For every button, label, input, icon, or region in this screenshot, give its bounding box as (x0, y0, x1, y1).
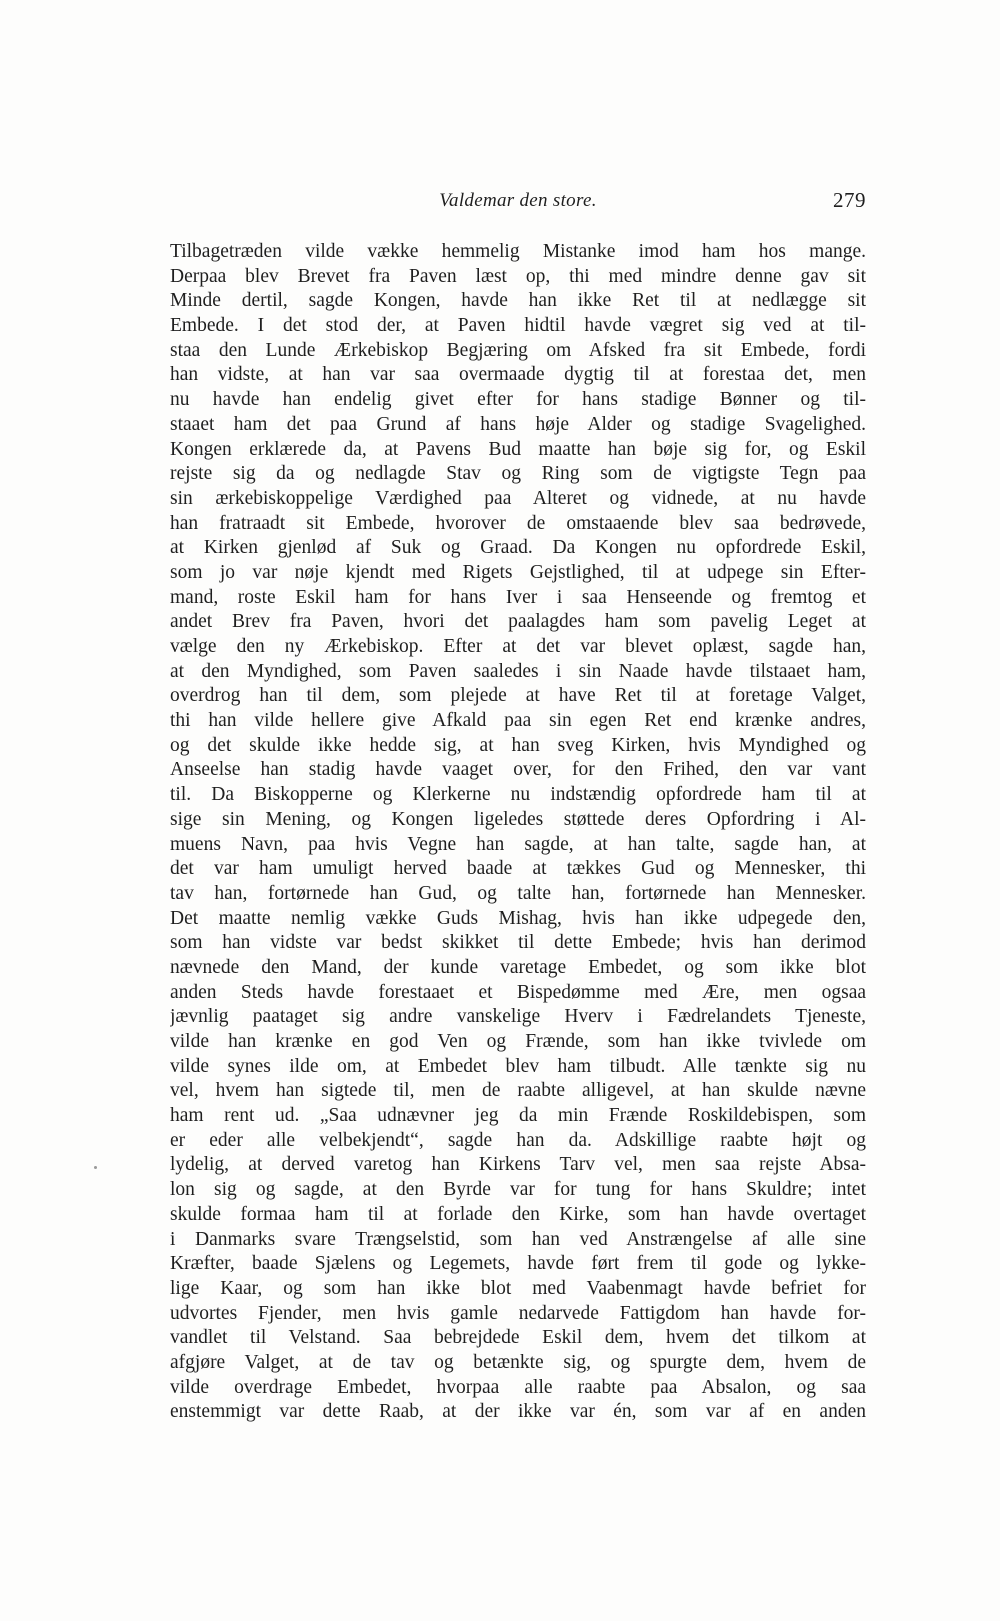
text-line: som jo var nøje kjendt med Rigets Gejstlighed, til at udpege sin Efter- (170, 561, 866, 583)
text-line: overdrog han til dem, som plejede at have Ret til at foretage Valget, (170, 685, 866, 707)
text-line: Minde dertil, sagde Kongen, havde han ikke Ret til at nedlægge sit (170, 290, 866, 312)
text-line: rejste sig da og nedlagde Stav og Ring som de vigtigste Tegn paa (170, 463, 866, 485)
text-line: han vidste, at han var saa overmaade dygtig til at forestaa det, men (170, 364, 866, 386)
page-number: 279 (833, 188, 866, 212)
text-line: nævnede den Mand, der kunde varetage Embedet, og som ikke blot (170, 956, 866, 978)
text-line: nu havde han endelig givet efter for hans stadige Bønner og til- (170, 389, 866, 411)
scan-speck (94, 1166, 97, 1169)
text-line: lon sig og sagde, at den Byrde var for tung for hans Skuldre; intet (170, 1179, 866, 1201)
page-header (170, 190, 866, 222)
text-line: Kongen erklærede da, at Pavens Bud maatte han bøje sig for, og Eskil (170, 438, 866, 460)
text-line: afgjøre Valget, at de tav og betænkte sig, og spurgte dem, hvem de (170, 1351, 866, 1373)
text-line: vel, hvem han sigtede til, men de raabte alligevel, at han skulde nævne (170, 1080, 866, 1102)
text-line: i Danmarks svare Trængselstid, som han ved Anstrængelse af alle sine (170, 1228, 866, 1250)
text-line: enstemmigt var dette Raab, at der ikke var én, som var af en anden (170, 1401, 866, 1423)
text-line: udvortes Fjender, men hvis gamle nedarvede Fattigdom han havde for- (170, 1302, 866, 1324)
text-line: thi han vilde hellere give Afkald paa sin egen Ret end krænke andres, (170, 710, 866, 732)
text-line: staaet ham det paa Grund af hans høje Alder og stadige Svagelighed. (170, 413, 866, 435)
text-line: at Kirken gjenlød af Suk og Graad. Da Kongen nu opfordrede Eskil, (170, 537, 866, 559)
text-line: muens Navn, paa hvis Vegne han sagde, at han talte, sagde han, at (170, 833, 866, 855)
text-line: vandlet til Velstand. Saa bebrejdede Eskil dem, hvem det tilkom at (170, 1327, 866, 1349)
text-line: ham rent ud. „Saa udnævner jeg da min Frænde Roskildebispen, som (170, 1105, 866, 1127)
text-line: skulde formaa ham til at forlade den Kirke, som han havde overtaget (170, 1203, 866, 1225)
text-line: det var ham umuligt herved baade at tækkes Gud og Mennesker, thi (170, 858, 866, 880)
text-line: og det skulde ikke hedde sig, at han sveg Kirken, hvis Myndighed og (170, 734, 866, 756)
text-line: Derpaa blev Brevet fra Paven læst op, thi med mindre denne gav sit (170, 265, 866, 287)
text-line: mand, roste Eskil ham for hans Iver i saa Henseende og fremtog et (170, 586, 866, 608)
text-line: lige Kaar, og som han ikke blot med Vaabenmagt havde befriet for (170, 1277, 866, 1299)
text-line: jævnlig paataget sig andre vanskelige Hverv i Fædrelandets Tjeneste, (170, 1006, 866, 1028)
text-line: sige sin Mening, og Kongen ligeledes støttede deres Opfordring i Al- (170, 808, 866, 830)
text-line: lydelig, at derved varetog han Kirkens Tarv vel, men saa rejste Absa- (170, 1154, 866, 1176)
text-line: staa den Lunde Ærkebiskop Begjæring om Afsked fra sit Embede, fordi (170, 339, 866, 361)
text-line: anden Steds havde forestaaet et Bispedømme med Ære, men ogsaa (170, 981, 866, 1003)
text-line: som han vidste var bedst skikket til dette Embede; hvis han derimod (170, 932, 866, 954)
text-line: Tilbagetræden vilde vække hemmelig Mistanke imod ham hos mange. (170, 241, 866, 262)
text-line: vilde han krænke en god Ven og Frænde, som han ikke tvivlede om (170, 1031, 866, 1052)
text-line: Det maatte nemlig vække Guds Mishag, hvis han ikke udpegede den, (170, 907, 866, 929)
text-line: han fratraadt sit Embede, hvorover de omstaaende blev saa bedrøvede, (170, 512, 866, 534)
text-line: andet Brev fra Paven, hvori det paalagdes ham som pavelig Leget at (170, 611, 866, 633)
text-line: til. Da Biskopperne og Klerkerne nu indstændig opfordrede ham til at (170, 784, 866, 806)
text-line: tav han, fortørnede han Gud, og talte han, fortørnede han Mennesker. (170, 882, 866, 904)
text-line: Anseelse han stadig havde vaaget over, for den Frihed, den var vant (170, 759, 866, 781)
text-line: sin ærkebiskoppelige Værdighed paa Alteret og vidnede, at nu havde (170, 487, 866, 509)
text-line: vilde synes ilde om, at Embedet blev ham tilbudt. Alle tænkte sig nu (170, 1055, 866, 1077)
text-line: vælge den ny Ærkebiskop. Efter at det var blevet oplæst, sagde han, (170, 636, 866, 657)
body-text (170, 240, 866, 1425)
text-line: er eder alle velbekjendt“, sagde han da. Adskillige raabte højt og (170, 1129, 866, 1151)
running-title: Valdemar den store. (439, 190, 597, 211)
text-line: vilde overdrage Embedet, hvorpaa alle raabte paa Absalon, og saa (170, 1376, 866, 1398)
text-line: at den Myndighed, som Paven saaledes i sin Naade havde tilstaaet ham, (170, 660, 866, 682)
text-line: Kræfter, baade Sjælens og Legemets, havde ført frem til gode og lykke- (170, 1253, 866, 1275)
text-line: Embede. I det stod der, at Paven hidtil havde vægret sig ved at til- (170, 315, 866, 337)
